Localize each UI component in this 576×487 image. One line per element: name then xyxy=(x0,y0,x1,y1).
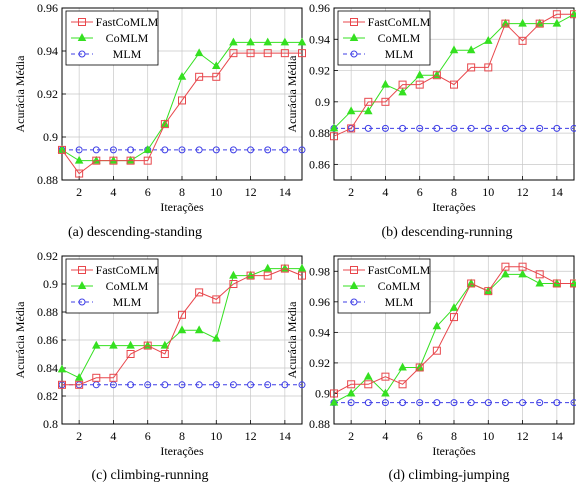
data-point-comlm xyxy=(230,38,237,45)
y-axis-label: Acurácia Média xyxy=(285,301,299,379)
data-point-comlm xyxy=(93,342,100,349)
x-tick-label: 10 xyxy=(210,429,223,443)
y-tick-label: 0.84 xyxy=(37,361,58,375)
data-point-comlm xyxy=(178,326,185,333)
legend-label: FastCoMLM xyxy=(95,15,159,29)
data-point-comlm xyxy=(76,157,83,164)
chart-panel-2 xyxy=(285,1,576,240)
data-point-comlm xyxy=(416,71,423,78)
data-point-comlm xyxy=(58,365,65,372)
x-tick-label: 10 xyxy=(482,185,495,199)
legend-label: FastCoMLM xyxy=(367,15,431,29)
legend-label: MLM xyxy=(384,47,414,61)
x-tick-label: 14 xyxy=(278,429,291,443)
data-point-comlm xyxy=(110,342,117,349)
y-tick-label: 0.86 xyxy=(309,157,330,172)
data-point-comlm xyxy=(536,279,543,286)
x-tick-label: 8 xyxy=(179,429,185,443)
x-axis-label: Iterações xyxy=(160,444,204,458)
y-tick-label: 0.92 xyxy=(309,63,330,78)
x-tick-label: 10 xyxy=(210,185,223,199)
data-point-comlm xyxy=(399,363,406,370)
data-point-comlm xyxy=(553,20,560,27)
data-point-comlm xyxy=(348,107,355,114)
data-point-comlm xyxy=(519,20,526,27)
y-tick-label: 0.92 xyxy=(37,87,58,101)
x-tick-label: 4 xyxy=(382,429,389,443)
x-tick-label: 6 xyxy=(416,429,423,443)
x-axis-label: Iterações xyxy=(160,200,204,214)
data-point-comlm xyxy=(127,342,134,349)
legend-label: FastCoMLM xyxy=(367,263,431,277)
data-point-comlm xyxy=(281,38,288,45)
data-point-comlm xyxy=(264,38,271,45)
x-tick-label: 12 xyxy=(516,185,529,199)
y-tick-label: 0.86 xyxy=(37,333,58,347)
x-tick-label: 4 xyxy=(382,185,389,199)
x-tick-label: 8 xyxy=(451,429,457,443)
legend xyxy=(338,11,431,65)
chart-caption: (b) descending-running xyxy=(381,225,513,240)
x-axis-label: Iterações xyxy=(432,444,476,458)
y-axis-label: Acurácia Média xyxy=(13,301,27,379)
y-tick-label: 0.92 xyxy=(309,355,330,370)
y-tick-label: 0.94 xyxy=(309,325,330,340)
x-tick-label: 12 xyxy=(516,429,529,443)
x-tick-label: 8 xyxy=(179,185,185,199)
y-tick-label: 0.88 xyxy=(309,417,330,431)
x-tick-label: 8 xyxy=(451,185,457,199)
data-point-comlm xyxy=(196,326,203,333)
y-tick-label: 0.94 xyxy=(37,44,58,58)
y-tick-label: 0.88 xyxy=(37,173,58,187)
y-tick-label: 0.92 xyxy=(37,249,58,263)
legend-label: MLM xyxy=(112,295,142,309)
y-tick-label: 0.9 xyxy=(315,94,330,109)
x-tick-label: 2 xyxy=(76,429,83,443)
x-tick-label: 14 xyxy=(550,185,563,199)
data-point-comlm xyxy=(298,38,305,45)
y-tick-label: 0.9 xyxy=(43,130,58,144)
legend-label: CoMLM xyxy=(377,31,421,45)
x-tick-label: 6 xyxy=(144,429,151,443)
chart-caption: (a) descending-standing xyxy=(67,225,203,240)
data-point-comlm xyxy=(230,272,237,279)
y-tick-label: 0.98 xyxy=(309,264,330,279)
x-tick-label: 4 xyxy=(110,185,117,199)
legend xyxy=(338,259,431,313)
x-tick-label: 10 xyxy=(482,429,495,443)
y-axis-label: Acurácia Média xyxy=(13,55,27,133)
data-point-comlm xyxy=(247,38,254,45)
legend-label: MLM xyxy=(384,295,414,309)
legend-label: FastCoMLM xyxy=(95,263,159,277)
x-tick-label: 2 xyxy=(76,185,83,199)
y-tick-label: 0.9 xyxy=(43,277,58,291)
y-tick-label: 0.94 xyxy=(309,32,330,47)
legend-label: MLM xyxy=(112,47,142,61)
data-point-comlm xyxy=(264,265,271,272)
x-axis-label: Iterações xyxy=(432,200,476,214)
x-tick-label: 2 xyxy=(348,429,355,443)
legend-label: CoMLM xyxy=(377,279,421,293)
x-tick-label: 14 xyxy=(278,185,291,199)
data-point-comlm xyxy=(196,49,203,56)
x-tick-label: 14 xyxy=(550,429,563,443)
y-tick-label: 0.96 xyxy=(309,294,330,309)
data-point-comlm xyxy=(450,46,457,53)
chart-panel-1 xyxy=(13,1,306,240)
x-tick-label: 6 xyxy=(416,185,423,199)
data-point-comlm xyxy=(382,81,389,88)
y-tick-label: 0.82 xyxy=(37,389,58,403)
chart-caption: (d) climbing-jumping xyxy=(388,468,510,483)
chart-panel-3 xyxy=(13,249,306,483)
y-tick-label: 0.88 xyxy=(309,126,330,141)
y-tick-label: 0.9 xyxy=(315,386,330,401)
y-tick-label: 0.88 xyxy=(37,305,58,319)
x-tick-label: 6 xyxy=(144,185,151,199)
chart-panel-4 xyxy=(285,256,576,483)
x-tick-label: 12 xyxy=(244,429,257,443)
legend xyxy=(66,11,159,65)
y-tick-label: 0.8 xyxy=(43,417,58,431)
legend-label: CoMLM xyxy=(105,31,149,45)
y-axis-label: Acurácia Média xyxy=(285,55,299,133)
x-tick-label: 2 xyxy=(348,185,355,199)
data-point-comlm xyxy=(468,46,475,53)
legend-label: CoMLM xyxy=(105,279,149,293)
x-tick-label: 12 xyxy=(244,185,257,199)
x-tick-label: 4 xyxy=(110,429,117,443)
data-point-comlm xyxy=(365,373,372,380)
y-tick-label: 0.96 xyxy=(309,1,330,15)
y-tick-label: 0.96 xyxy=(37,1,58,15)
chart-caption: (c) climbing-running xyxy=(91,468,209,483)
data-point-comlm xyxy=(298,265,305,272)
legend xyxy=(66,259,159,313)
